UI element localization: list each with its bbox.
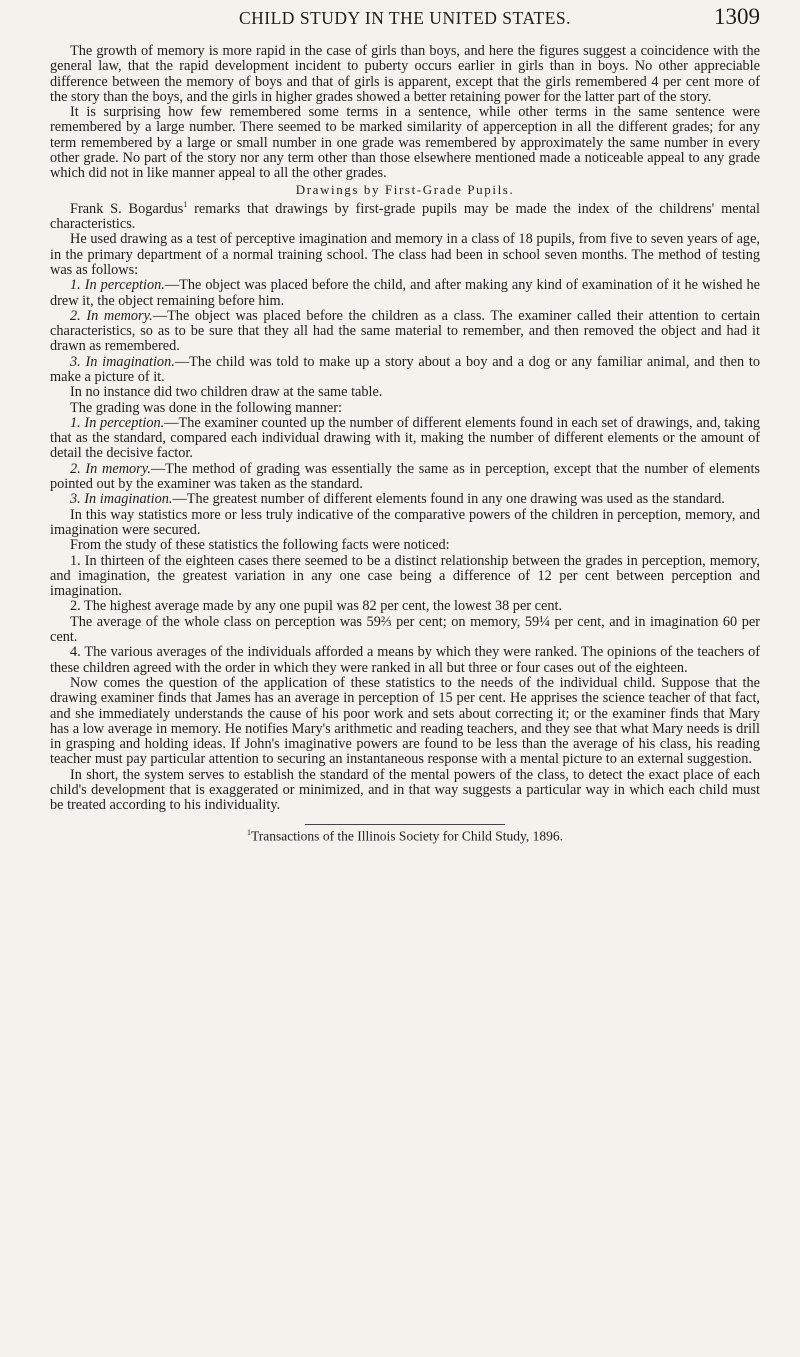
fact-item: 1. In thirteen of the eighteen cases there seemed to be a distinct relationship between the grades in perception, memory, and imagination, the greatest variation in any one case being a difference of 12 per cent between perception and imagination.	[50, 552, 760, 600]
method-item	[50, 355, 760, 386]
paragraph: It is surprising how few remembered some terms in a sentence, while other terms in the same sentence were remembered by a large number. There seemed to be marked similarity of apperception in all the different grades; for any term remembered by a large or small number in one grade was remembered by approximately the same number in every other grade. No part of the story nor any term other than those elsewhere mentioned made a noticeable appeal to any grade which did not in like manner appeal to all the other grades.	[50, 104, 760, 182]
running-head-title: CHILD STUDY IN THE UNITED STATES.	[238, 8, 572, 28]
paragraph: The growth of memory is more rapid in the case of girls than boys, and here the figures suggest a coincidence with the general law, that the rapid development incident to puberty occurs earlier in girls than in boys. No other appreciable difference between the memory of boys and that of girls is apparent, except that the girls remembered 4 per cent more of the story than the boys, and the girls in higher grades showed a better retaining power for the latter part of the story.	[50, 43, 760, 105]
grading-item	[50, 462, 760, 493]
item-text: —The greatest number of different elements found in any one drawing was used as the standard.	[172, 491, 725, 508]
item-lead: 2. In memory.	[70, 307, 153, 324]
facts-intro: From the study of these statistics the following facts were noticed:	[70, 537, 450, 554]
item-text: —The object was placed before the children as a class. The examiner called their attention to certain characteristics, so as to be sure that they all had the same material to remember, and then removed the object and had it drawn as remembered.	[50, 307, 760, 355]
fact-item: 2. The highest average made by any one pupil was 82 per cent, the lowest 38 per cent.	[70, 598, 563, 615]
item-text: —The object was placed before the child, and after making any kind of examination of it he wished he drew it, the object remaining before him.	[50, 277, 760, 309]
body-text	[50, 44, 760, 814]
paragraph: In short, the system serves to establish the standard of the mental powers of the class, to detect the exact place of each child's development that is exaggerated or minimized, and in that way suggests a particular way in which each child must be treated according to his individuality.	[50, 766, 760, 814]
item-lead: 3. In imagination.	[70, 353, 175, 370]
grading-intro: The grading was done in the following manner:	[70, 399, 342, 416]
running-head	[50, 0, 760, 44]
method-paragraph: He used drawing as a test of perceptive imagination and memory in a class of 18 pupils, from five to seven years of age, in the primary department of a normal training school. The class had been in school seven months. The method of testing was as follows:	[50, 231, 760, 278]
fact-item: The average of the whole class on perception was 59⅔ per cent; on memory, 59¼ per cent, and in imagination 60 per cent.	[50, 613, 760, 646]
page-number: 1309	[714, 4, 760, 29]
item-lead: 1. In perception.	[70, 277, 165, 294]
item-text: —The examiner counted up the number of different elements found in each set of drawings, and, taking that as the standard, compared each individual drawing with it, making the number of different elements or the amount of detail the decisive factor.	[50, 414, 760, 462]
grading-item	[50, 492, 760, 507]
item-lead: 2. In memory.	[70, 460, 151, 477]
paragraph: Now comes the question of the application of these statistics to the needs of the individual child. Suppose that the drawing examiner finds that James has an average in perception of 15 per cent. He apprises the science teacher of that fact, and she immediately understands the cause of his poor work and sets about correcting it; or the examiner finds that Mary has a low average in memory. He notifies Mary's arithmetic and reading teachers, and they see that what Mary needs is drill in grasping and holding ideas. If John's imaginative powers are found to be less than the average of his class, his reading teacher must pay particular attention to securing an instantaneous response with a mental picture to an external suggestion.	[50, 674, 760, 768]
item-text: —The child was told to make up a story about a boy and a dog or any familiar animal, and then to make a picture of it.	[50, 353, 761, 385]
intro-text: Frank S. Bogardus	[70, 200, 184, 217]
item-lead: 1. In perception.	[70, 414, 165, 431]
method-item	[50, 309, 760, 355]
item-text: —The method of grading was essentially the same as in perception, except that the number of elements pointed out by the examiner was taken as the standard.	[50, 460, 760, 493]
item-lead: 3. In imagination.	[70, 491, 173, 508]
footnote-mark: 1	[246, 827, 251, 837]
grading-item	[50, 416, 760, 462]
table-note: In no instance did two children draw at the same table.	[70, 384, 383, 401]
footnote	[50, 828, 760, 845]
footnote-text: Transactions of the Illinois Society for Child Study, 1896.	[250, 828, 564, 844]
statistics-paragraph: In this way statistics more or less truly indicative of the comparative powers of the children in perception, memory, and imagination were secured.	[50, 506, 760, 538]
intro-paragraph	[50, 197, 760, 232]
footnote-divider	[305, 824, 505, 825]
footnote-mark: 1	[183, 199, 188, 209]
intro-text-rest: remarks that drawings by first-grade pupils may be made the index of the childrens' mental characteristics.	[50, 200, 760, 233]
fact-item: 4. The various averages of the individuals afforded a means by which they were ranked. The opinions of the teachers of these children agreed with the order in which they were ranked in all but three or four cases out of the eighteen.	[50, 644, 760, 676]
section-heading: Drawings by First-Grade Pupils.	[295, 181, 515, 197]
method-item	[50, 278, 760, 309]
